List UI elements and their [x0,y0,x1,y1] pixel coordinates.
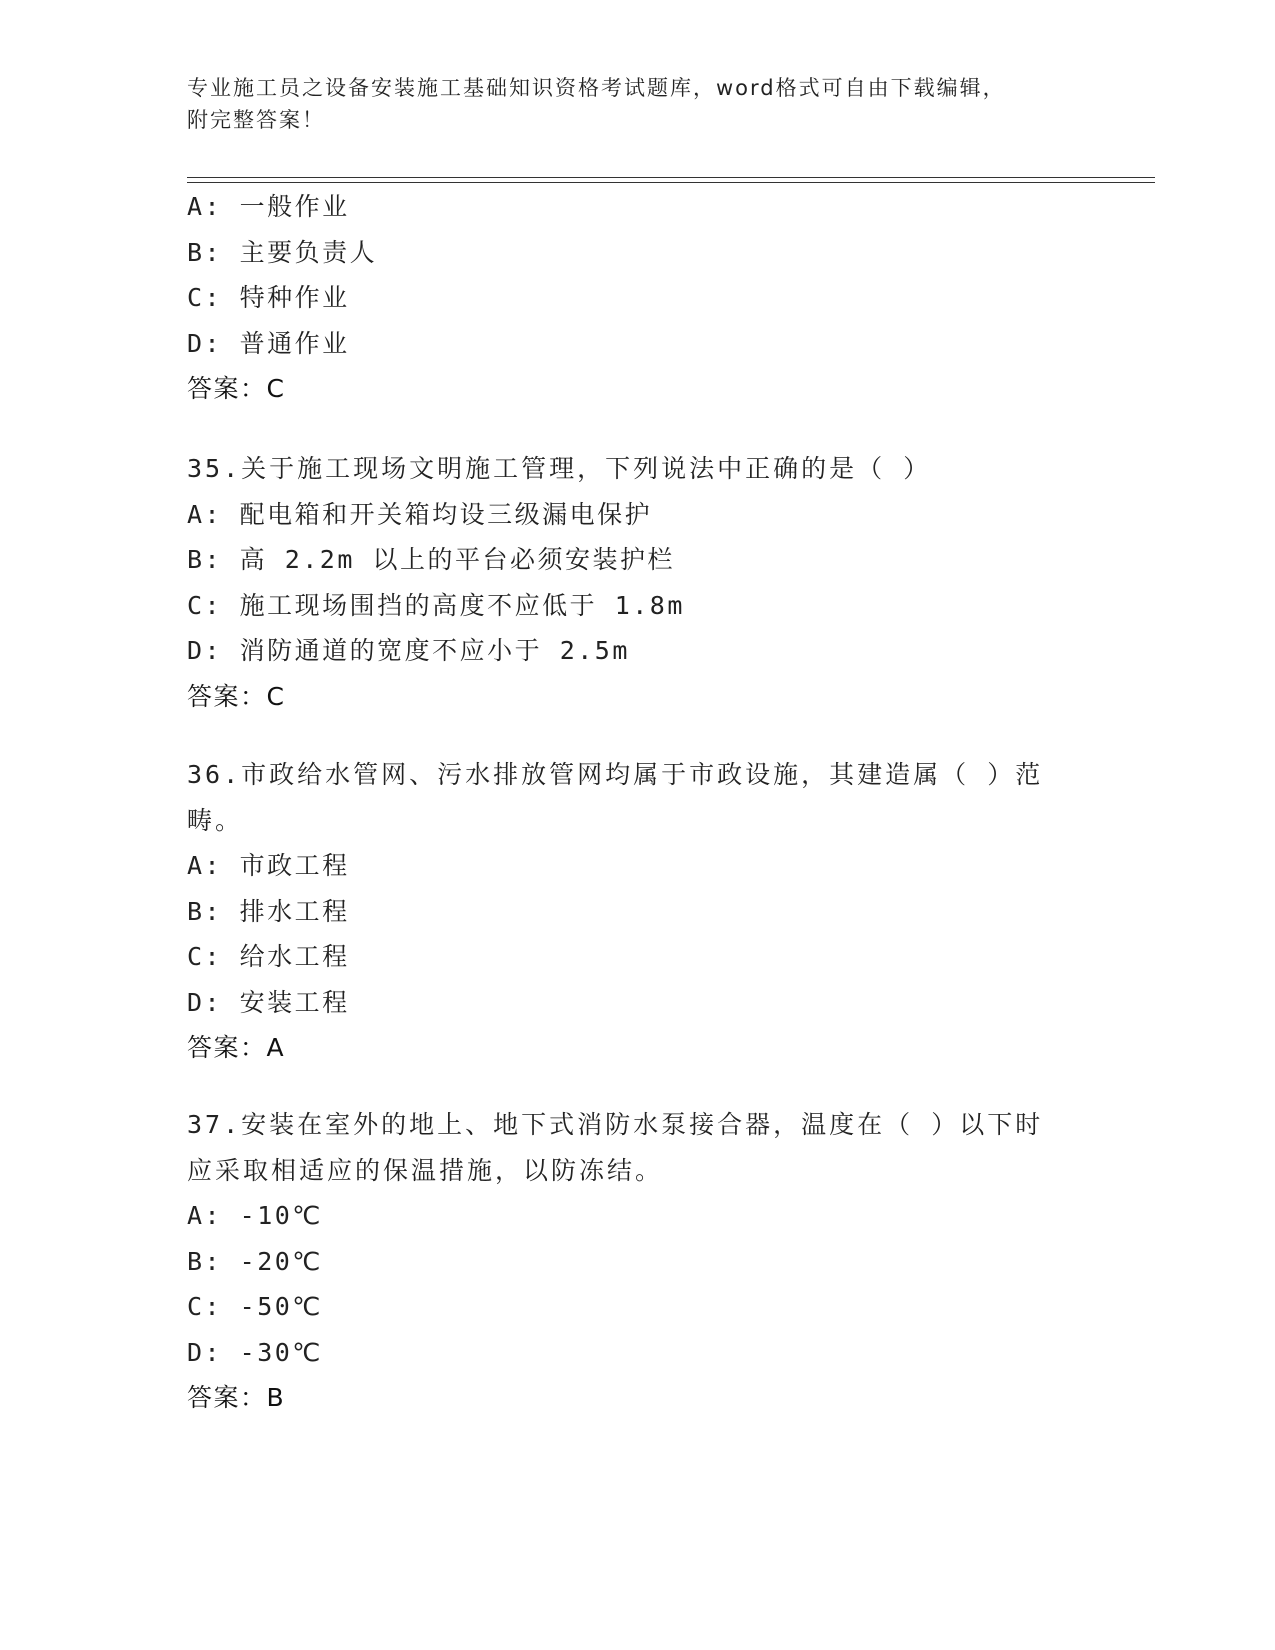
option-b: B: 排水工程 [187,896,350,926]
question-34-continuation [187,184,1087,412]
option-c: C: 施工现场围挡的高度不应低于 1.8m [187,590,685,620]
header-divider-bottom [187,182,1155,183]
answer-line: 答案：C [187,681,286,711]
question-35 [187,446,1087,719]
question-stem: 35.关于施工现场文明施工管理，下列说法中正确的是（ ） [187,454,932,483]
question-36 [187,752,1087,1071]
answer-line: 答案：B [187,1383,286,1412]
option-b: B: 高 2.2m 以上的平台必须安装护栏 [187,545,675,574]
option-d: D: 普通作业 [187,328,350,358]
question-37 [187,1102,1087,1421]
option-c: C: 给水工程 [187,942,350,971]
answer-line: 答案：A [187,1033,286,1062]
option-b: B: 主要负责人 [187,237,378,267]
option-a: A: 配电箱和开关箱均设三级漏电保护 [187,499,653,529]
question-stem: 37.安装在室外的地上、地下式消防水泵接合器，温度在（ ）以下时应采取相适应的保温措施，以防冻结。 [187,1110,1044,1185]
option-c: C: -50℃ [187,1292,323,1321]
option-a: A: 市政工程 [187,851,350,880]
header-line-1: 专业施工员之设备安装施工基础知识资格考试题库，word格式可自由下载编辑， [187,76,1006,100]
question-stem: 36.市政给水管网、污水排放管网均属于市政设施，其建造属（ ）范畴。 [187,760,1044,835]
option-a: A: 一般作业 [187,192,350,221]
document-header [187,72,1087,136]
option-b: B: -20℃ [187,1246,323,1276]
option-d: D: -30℃ [187,1337,323,1367]
option-d: D: 消防通道的宽度不应小于 2.5m [187,636,630,665]
option-c: C: 特种作业 [187,283,350,312]
header-line-2: 附完整答案！ [187,108,325,132]
option-d: D: 安装工程 [187,987,350,1017]
option-a: A: -10℃ [187,1201,323,1230]
header-divider-top [187,177,1155,178]
answer-line: 答案：C [187,374,286,403]
